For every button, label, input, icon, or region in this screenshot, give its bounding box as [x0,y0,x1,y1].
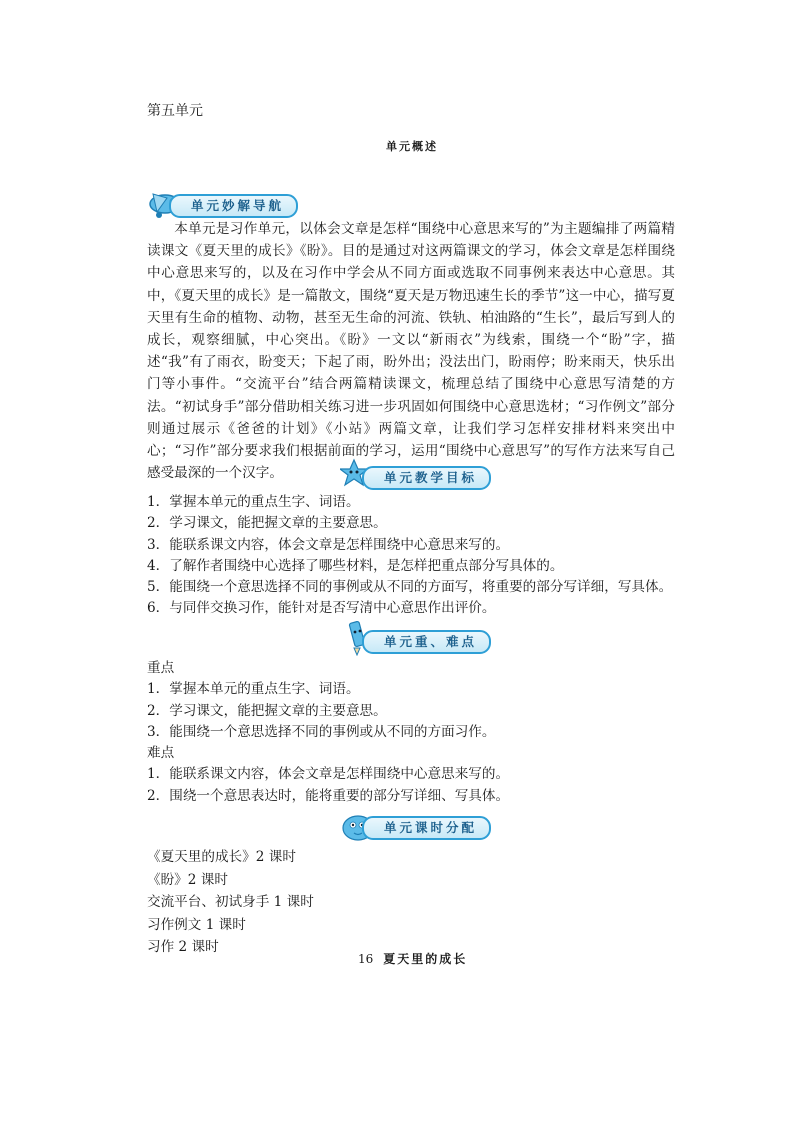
unit-title: 第五单元 [147,103,203,119]
schedule-list [147,846,314,959]
list-item: 交流平台、初试身手 1 课时 [147,894,314,910]
goals-list [147,492,672,620]
list-item: 4．了解作者围绕中心选择了哪些材料，是怎样把重点部分写具体的。 [147,557,564,574]
lesson-number: 16 [358,952,374,966]
key-points-label: 重点 [147,660,175,676]
list-item: 3．能联系课文内容，体会文章是怎样围绕中心意思来写的。 [147,536,510,553]
key-difficult-list [147,658,509,807]
intro-paragraph: 本单元是习作单元，以体会文章是怎样“围绕中心意思来写的”为主题编排了两篇精读课文《夏天里的成长》《盼》。目的是通过对这两篇课文的学习，体会文章是怎样围绕中心意思来写的，以及在习作中学会从不同方面或选取不同事例来表达中心意思。其中，《夏天里的成长》是一篇散文，围绕“夏天是万物迅速生长的季节”这一中心，描写夏天里有生命的植物、动物，甚至无生命的河流、铁轨、柏油路的“生长”，最后写到人的成长，观察细腻，中心突出。《盼》一文以“新雨衣”为线索，围绕一个“盼”字，描述“我”有了雨衣，盼变天；下起了雨，盼外出；没法出门，盼雨停；盼来雨天，快乐出门等小事件。“交流平台”结合两篇精读课文，梳理总结了围绕中心意思写清楚的方法。“初试身手”部分借助相关练习进一步巩固如何围绕中心意思选材；“习作例文”部分则通过展示《爸爸的计划》《小站》两篇文章，让我们学习怎样安排材料来突出中心；“习作”部分要求我们根据前面的学习，运用“围绕中心意思写”的写作方法来写自己感受最深的一个汉字。 [147,221,675,482]
lesson-name: 夏天里的成长 [383,952,468,966]
difficult-points-label: 难点 [147,745,175,762]
section-banner-goals [340,462,490,488]
list-item: 2．学习课文，能把握文章的主要意思。 [147,702,387,719]
list-item: 《夏天里的成长》2 课时 [147,849,296,865]
section-banner-label: 单元重、难点 [362,630,491,654]
section-banner-label: 单元课时分配 [362,816,491,840]
lesson-title [358,950,467,967]
list-item: 6．与同伴交换习作，能针对是否写清中心意思作出评价。 [147,600,496,617]
list-item: 《盼》2 课时 [147,871,228,888]
section-banner-guide [147,190,307,216]
section-banner-key-points [340,626,490,652]
section-banner-label: 单元教学目标 [362,466,491,490]
list-item: 5．能围绕一个意思选择不同的事例或从不同的方面写，将重要的部分写详细，写具体。 [147,579,673,596]
list-item: 习作例文 1 课时 [147,916,246,933]
list-item: 1．能联系课文内容，体会文章是怎样围绕中心意思来写的。 [147,766,510,783]
list-item: 1．掌握本单元的重点生字、词语。 [147,494,360,510]
list-item: 3．能围绕一个意思选择不同的事例或从不同的方面习作。 [147,723,496,740]
list-item: 2．学习课文，能把握文章的主要意思。 [147,515,387,532]
section-banner-schedule [340,812,490,838]
section-banner-label: 单元妙解导航 [169,194,298,218]
list-item: 2．围绕一个意思表达时，能将重要的部分写详细、写具体。 [147,787,510,804]
list-item: 习作 2 课时 [147,939,219,955]
list-item: 1．掌握本单元的重点生字、词语。 [147,681,360,698]
overview-title: 单元概述 [386,140,438,153]
